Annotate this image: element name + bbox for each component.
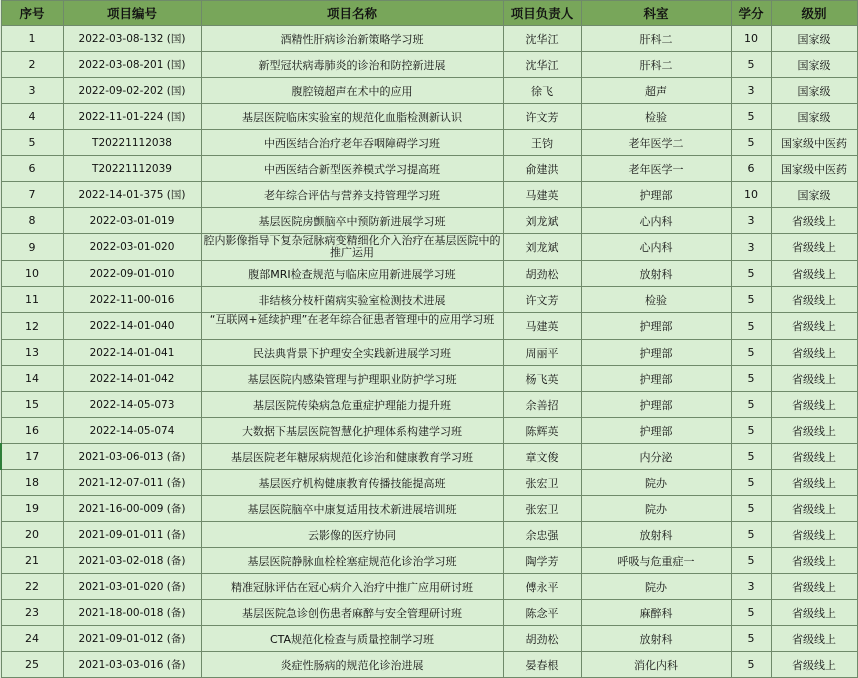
cell-index[interactable]: 2 <box>1 52 63 78</box>
table-row <box>1 522 857 548</box>
cell-index[interactable]: 1 <box>1 26 63 52</box>
cell-project-name[interactable]: “互联网+延续护理”在老年综合征患者管理中的应用学习班 <box>201 313 503 340</box>
cell-project-name[interactable]: 基层医院急诊创伤患者麻醉与安全管理研讨班 <box>201 600 503 626</box>
cell-department[interactable]: 护理部 <box>581 418 731 444</box>
cell-project-name[interactable]: CTA规范化检查与质量控制学习班 <box>201 626 503 652</box>
cell-project-name[interactable]: 腔内影像指导下复杂冠脉病变精细化介入治疗在基层医院中的推广运用 <box>201 234 503 261</box>
table-row <box>1 652 857 678</box>
cell-project-code[interactable]: 2022-11-01-224 (国) <box>63 104 201 130</box>
table-row <box>1 156 857 182</box>
cell-project-code[interactable]: 2022-03-01-020 <box>63 234 201 261</box>
cell-project-code[interactable]: 2022-03-01-019 <box>63 208 201 234</box>
col-header-department[interactable]: 科室 <box>581 1 731 26</box>
cell-project-code[interactable]: 2022-03-08-201 (国) <box>63 52 201 78</box>
table-row <box>1 600 857 626</box>
cell-leader[interactable]: 杨飞英 <box>503 366 581 392</box>
cell-department[interactable]: 放射科 <box>581 522 731 548</box>
cell-credits[interactable]: 5 <box>731 652 771 678</box>
cell-level[interactable]: 省级线上 <box>771 548 857 574</box>
cell-leader[interactable]: 余善招 <box>503 392 581 418</box>
cell-project-code[interactable]: T20221112038 <box>63 130 201 156</box>
cell-project-name[interactable]: 酒精性肝病诊治新策略学习班 <box>201 26 503 52</box>
cell-credits[interactable]: 5 <box>731 600 771 626</box>
cell-leader[interactable]: 王钧 <box>503 130 581 156</box>
table-row <box>1 340 857 366</box>
cell-credits[interactable]: 3 <box>731 574 771 600</box>
table-row <box>1 287 857 313</box>
cell-index[interactable]: 14 <box>1 366 63 392</box>
col-header-index[interactable]: 序号 <box>1 1 63 26</box>
cell-project-code[interactable]: 2021-03-02-018 (备) <box>63 548 201 574</box>
cell-level[interactable]: 省级线上 <box>771 313 857 340</box>
cell-project-code[interactable]: 2022-11-00-016 <box>63 287 201 313</box>
cell-department[interactable]: 呼吸与危重症一 <box>581 548 731 574</box>
cell-index[interactable]: 21 <box>1 548 63 574</box>
cell-project-name[interactable]: 基层医院脑卒中康复适用技术新进展培训班 <box>201 496 503 522</box>
cell-leader[interactable]: 晏春根 <box>503 652 581 678</box>
cell-credits[interactable]: 5 <box>731 470 771 496</box>
cell-index[interactable]: 7 <box>1 182 63 208</box>
table-row <box>1 392 857 418</box>
cell-department[interactable]: 院办 <box>581 496 731 522</box>
cell-level[interactable]: 省级线上 <box>771 234 857 261</box>
cell-department[interactable]: 麻醉科 <box>581 600 731 626</box>
table-row <box>1 130 857 156</box>
cell-department[interactable]: 检验 <box>581 104 731 130</box>
table-body <box>1 26 857 678</box>
cell-project-name[interactable]: 基层医院传染病急危重症护理能力提升班 <box>201 392 503 418</box>
cell-leader[interactable]: 傅永平 <box>503 574 581 600</box>
cell-credits[interactable]: 3 <box>731 78 771 104</box>
table-row <box>1 496 857 522</box>
cell-credits[interactable]: 6 <box>731 156 771 182</box>
table-row <box>1 208 857 234</box>
cell-leader[interactable]: 许文芳 <box>503 104 581 130</box>
cell-index[interactable]: 25 <box>1 652 63 678</box>
cell-department[interactable]: 护理部 <box>581 313 731 340</box>
cell-leader[interactable]: 胡劲松 <box>503 626 581 652</box>
cell-project-name[interactable]: 民法典背景下护理安全实践新进展学习班 <box>201 340 503 366</box>
cell-index[interactable]: 10 <box>1 261 63 287</box>
cell-project-name[interactable]: 基层医院老年糖尿病规范化诊治和健康教育学习班 <box>201 444 503 470</box>
cell-department[interactable]: 心内科 <box>581 208 731 234</box>
col-header-leader[interactable]: 项目负责人 <box>503 1 581 26</box>
cell-project-code[interactable]: 2022-09-02-202 (国) <box>63 78 201 104</box>
cell-level[interactable]: 省级线上 <box>771 366 857 392</box>
cell-department[interactable]: 院办 <box>581 574 731 600</box>
cell-credits[interactable]: 5 <box>731 496 771 522</box>
cell-leader[interactable]: 陈念平 <box>503 600 581 626</box>
col-header-level[interactable]: 级别 <box>771 1 857 26</box>
cell-project-code[interactable]: 2021-03-01-020 (备) <box>63 574 201 600</box>
table-row <box>1 626 857 652</box>
cell-level[interactable]: 省级线上 <box>771 287 857 313</box>
cell-project-name[interactable]: 非结核分枝杆菌病实验室检测技术进展 <box>201 287 503 313</box>
cell-department[interactable]: 护理部 <box>581 340 731 366</box>
cell-index[interactable]: 5 <box>1 130 63 156</box>
col-header-code[interactable]: 项目编号 <box>63 1 201 26</box>
cell-level[interactable]: 省级线上 <box>771 444 857 470</box>
cell-level[interactable]: 国家级 <box>771 182 857 208</box>
cell-project-name[interactable]: 精准冠脉评估在冠心病介入治疗中推广应用研讨班 <box>201 574 503 600</box>
cell-leader[interactable]: 章文俊 <box>503 444 581 470</box>
cell-credits[interactable]: 10 <box>731 26 771 52</box>
cell-project-name[interactable]: 中西医结合治疗老年吞咽障碍学习班 <box>201 130 503 156</box>
cell-project-name[interactable]: 基层医院静脉血栓栓塞症规范化诊治学习班 <box>201 548 503 574</box>
cell-department[interactable]: 肝科二 <box>581 26 731 52</box>
table-row <box>1 26 857 52</box>
cell-level[interactable]: 省级线上 <box>771 600 857 626</box>
cell-department[interactable]: 护理部 <box>581 182 731 208</box>
cell-leader[interactable]: 徐飞 <box>503 78 581 104</box>
cell-index[interactable]: 24 <box>1 626 63 652</box>
cell-leader[interactable]: 刘龙斌 <box>503 208 581 234</box>
cell-project-name[interactable]: 基层医疗机构健康教育传播技能提高班 <box>201 470 503 496</box>
table-row <box>1 104 857 130</box>
cell-project-code[interactable]: 2022-03-08-132 (国) <box>63 26 201 52</box>
cell-project-name[interactable]: 基层医院房颤脑卒中预防新进展学习班 <box>201 208 503 234</box>
col-header-credits[interactable]: 学分 <box>731 1 771 26</box>
cell-credits[interactable]: 5 <box>731 287 771 313</box>
cell-level[interactable]: 省级线上 <box>771 418 857 444</box>
cell-department[interactable]: 消化内科 <box>581 652 731 678</box>
table-row <box>1 182 857 208</box>
cell-leader[interactable]: 俞建洪 <box>503 156 581 182</box>
header-row <box>1 1 857 26</box>
cell-level[interactable]: 省级线上 <box>771 626 857 652</box>
cell-department[interactable]: 检验 <box>581 287 731 313</box>
cell-level[interactable]: 省级线上 <box>771 208 857 234</box>
cell-level[interactable]: 省级线上 <box>771 574 857 600</box>
cell-level[interactable]: 省级线上 <box>771 496 857 522</box>
cell-level[interactable]: 国家级 <box>771 26 857 52</box>
cell-leader[interactable]: 陶学芳 <box>503 548 581 574</box>
cell-project-code[interactable]: 2021-09-01-012 (备) <box>63 626 201 652</box>
cell-index[interactable]: 8 <box>1 208 63 234</box>
cell-index[interactable]: 6 <box>1 156 63 182</box>
cell-credits[interactable]: 5 <box>731 261 771 287</box>
cell-project-code[interactable]: 2022-14-01-042 <box>63 366 201 392</box>
cell-leader[interactable]: 陈辉英 <box>503 418 581 444</box>
cell-index[interactable]: 19 <box>1 496 63 522</box>
table-row <box>1 548 857 574</box>
cell-department[interactable]: 内分泌 <box>581 444 731 470</box>
cell-credits[interactable]: 5 <box>731 418 771 444</box>
cell-level[interactable]: 省级线上 <box>771 652 857 678</box>
cell-leader[interactable]: 许文芳 <box>503 287 581 313</box>
cell-department[interactable]: 肝科二 <box>581 52 731 78</box>
cell-index[interactable]: 15 <box>1 392 63 418</box>
cell-index[interactable]: 23 <box>1 600 63 626</box>
table-row <box>1 470 857 496</box>
cell-index[interactable]: 13 <box>1 340 63 366</box>
cell-project-name[interactable]: 基层医院内感染管理与护理职业防护学习班 <box>201 366 503 392</box>
cell-project-code[interactable]: 2021-03-03-016 (备) <box>63 652 201 678</box>
cell-project-name[interactable]: 新型冠状病毒肺炎的诊治和防控新进展 <box>201 52 503 78</box>
table-row <box>1 366 857 392</box>
cell-project-code[interactable]: 2022-14-05-074 <box>63 418 201 444</box>
cell-credits[interactable]: 5 <box>731 366 771 392</box>
cell-project-name[interactable]: 大数据下基层医院智慧化护理体系构建学习班 <box>201 418 503 444</box>
cell-project-code[interactable]: 2022-14-01-375 (国) <box>63 182 201 208</box>
cell-project-name[interactable]: 腹腔镜超声在术中的应用 <box>201 78 503 104</box>
table-row <box>1 418 857 444</box>
cell-credits[interactable]: 3 <box>731 208 771 234</box>
cell-credits[interactable]: 5 <box>731 130 771 156</box>
cell-project-code[interactable]: 2022-09-01-010 <box>63 261 201 287</box>
cell-project-code[interactable]: 2022-14-01-041 <box>63 340 201 366</box>
cell-leader[interactable]: 胡劲松 <box>503 261 581 287</box>
cell-index[interactable]: 9 <box>1 234 63 261</box>
cell-project-name[interactable]: 云影像的医疗协同 <box>201 522 503 548</box>
cell-project-code[interactable]: 2021-12-07-011 (备) <box>63 470 201 496</box>
cell-department[interactable]: 超声 <box>581 78 731 104</box>
cell-leader[interactable]: 马建英 <box>503 182 581 208</box>
cell-credits[interactable]: 5 <box>731 548 771 574</box>
cell-index[interactable]: 18 <box>1 470 63 496</box>
cell-project-name[interactable]: 中西医结合新型医养模式学习提高班 <box>201 156 503 182</box>
cell-level[interactable]: 省级线上 <box>771 470 857 496</box>
table-row <box>1 313 857 340</box>
cell-project-name[interactable]: 基层医院临床实验室的规范化血脂检测新认识 <box>201 104 503 130</box>
cell-department[interactable]: 老年医学一 <box>581 156 731 182</box>
cell-department[interactable]: 护理部 <box>581 392 731 418</box>
cell-leader[interactable]: 张宏卫 <box>503 470 581 496</box>
table-row <box>1 574 857 600</box>
cell-project-code[interactable]: 2021-16-00-009 (备) <box>63 496 201 522</box>
table-row <box>1 52 857 78</box>
cell-department[interactable]: 放射科 <box>581 626 731 652</box>
cell-index[interactable]: 20 <box>1 522 63 548</box>
table-row <box>1 261 857 287</box>
cell-project-code[interactable]: 2022-14-01-040 <box>63 313 201 340</box>
cell-level[interactable]: 省级线上 <box>771 392 857 418</box>
cell-leader[interactable]: 刘龙斌 <box>503 234 581 261</box>
cell-index[interactable]: 3 <box>1 78 63 104</box>
cell-project-code[interactable]: 2021-18-00-018 (备) <box>63 600 201 626</box>
cell-leader[interactable]: 马建英 <box>503 313 581 340</box>
cell-index[interactable]: 12 <box>1 313 63 340</box>
cell-level[interactable]: 国家级 <box>771 78 857 104</box>
cell-leader[interactable]: 周丽平 <box>503 340 581 366</box>
table-row <box>1 444 857 470</box>
cell-index[interactable]: 17 <box>1 444 63 470</box>
cell-department[interactable]: 院办 <box>581 470 731 496</box>
cell-credits[interactable]: 5 <box>731 522 771 548</box>
cell-project-code[interactable]: 2021-09-01-011 (备) <box>63 522 201 548</box>
cell-level[interactable]: 国家级中医药 <box>771 156 857 182</box>
table-row <box>1 234 857 261</box>
cell-credits[interactable]: 3 <box>731 234 771 261</box>
cell-index[interactable]: 22 <box>1 574 63 600</box>
cell-credits[interactable]: 5 <box>731 392 771 418</box>
cell-index[interactable]: 11 <box>1 287 63 313</box>
cell-project-name[interactable]: 炎症性肠病的规范化诊治进展 <box>201 652 503 678</box>
cell-level[interactable]: 省级线上 <box>771 522 857 548</box>
cell-level[interactable]: 国家级 <box>771 52 857 78</box>
table-row <box>1 78 857 104</box>
cell-project-name[interactable]: 腹部MRI检查规范与临床应用新进展学习班 <box>201 261 503 287</box>
cell-project-name[interactable]: 老年综合评估与营养支持管理学习班 <box>201 182 503 208</box>
cell-credits[interactable]: 5 <box>731 626 771 652</box>
cell-leader[interactable]: 余忠强 <box>503 522 581 548</box>
cell-index[interactable]: 4 <box>1 104 63 130</box>
cell-project-code[interactable]: 2022-14-05-073 <box>63 392 201 418</box>
cell-project-code[interactable]: T20221112039 <box>63 156 201 182</box>
cell-credits[interactable]: 5 <box>731 104 771 130</box>
cell-credits[interactable]: 5 <box>731 52 771 78</box>
col-header-name[interactable]: 项目名称 <box>201 1 503 26</box>
cell-index[interactable]: 16 <box>1 418 63 444</box>
cell-leader[interactable]: 沈华江 <box>503 26 581 52</box>
cell-level[interactable]: 国家级 <box>771 104 857 130</box>
cell-department[interactable]: 护理部 <box>581 366 731 392</box>
cell-project-code[interactable]: 2021-03-06-013 (备) <box>63 444 201 470</box>
cell-credits[interactable]: 5 <box>731 313 771 340</box>
cell-credits[interactable]: 10 <box>731 182 771 208</box>
cell-level[interactable]: 国家级中医药 <box>771 130 857 156</box>
cell-level[interactable]: 省级线上 <box>771 261 857 287</box>
cell-leader[interactable]: 沈华江 <box>503 52 581 78</box>
cell-department[interactable]: 心内科 <box>581 234 731 261</box>
cell-credits[interactable]: 5 <box>731 444 771 470</box>
cell-level[interactable]: 省级线上 <box>771 340 857 366</box>
cell-credits[interactable]: 5 <box>731 340 771 366</box>
cell-department[interactable]: 老年医学二 <box>581 130 731 156</box>
cell-department[interactable]: 放射科 <box>581 261 731 287</box>
cell-leader[interactable]: 张宏卫 <box>503 496 581 522</box>
